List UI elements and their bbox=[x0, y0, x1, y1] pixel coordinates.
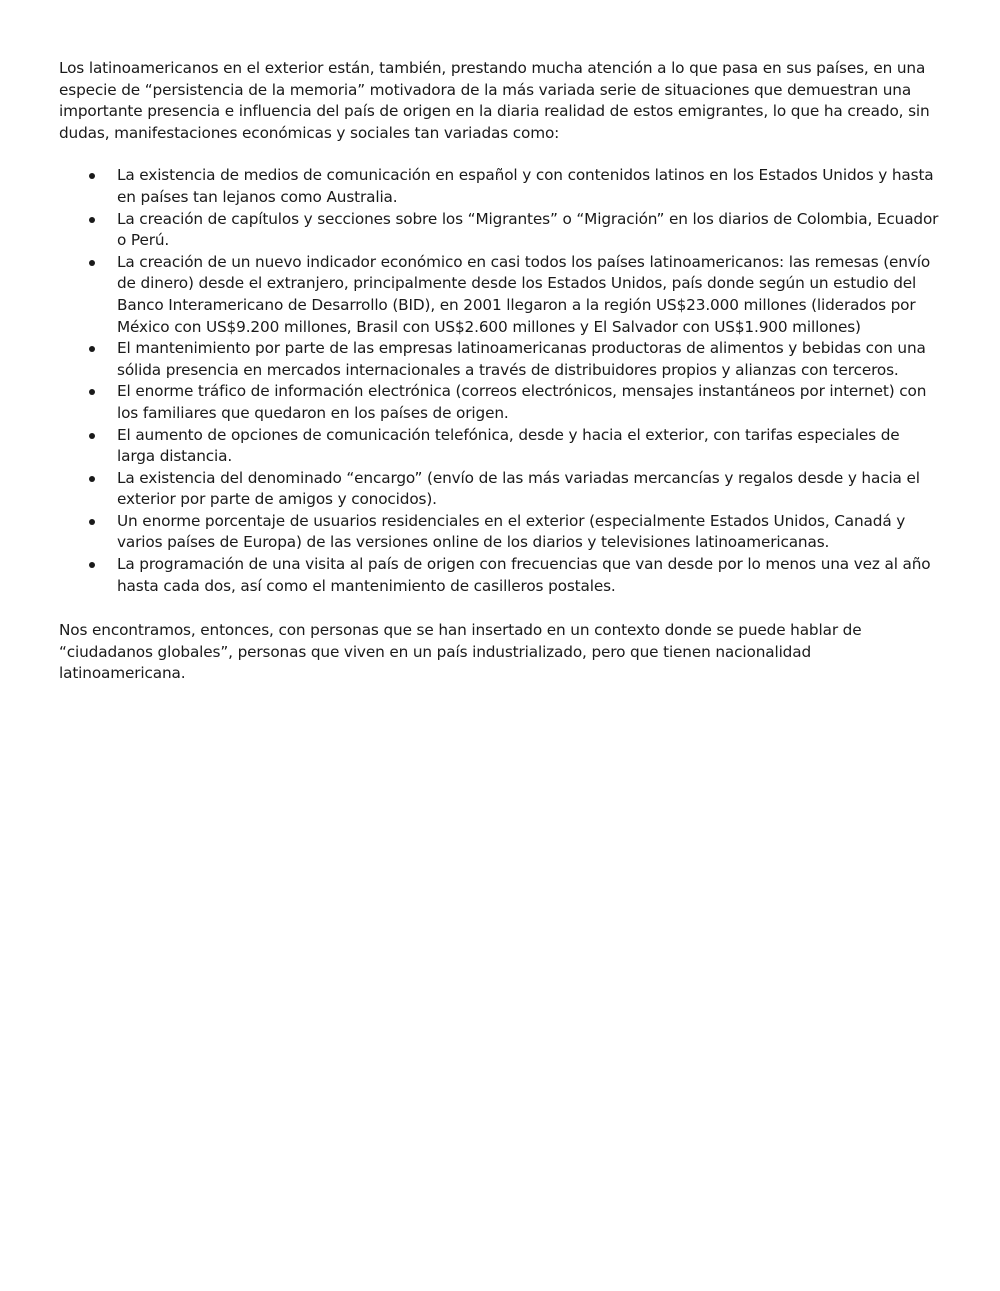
list-item-text: El mantenimiento por parte de las empresas latinoamericanas productoras de alimentos y bebidas con una sólida presencia en mercados internacionales a través de distribuidores propios y alianzas con terceros. bbox=[117, 339, 926, 379]
bullet-list bbox=[59, 165, 939, 597]
bullet-icon bbox=[89, 217, 95, 223]
list-item bbox=[59, 209, 939, 252]
list-item-text: La creación de un nuevo indicador económico en casi todos los países latinoamericanos: las remesas (envío de dinero) desde el extranjero, principalmente desde los Estados Unidos, país donde según un estudio del Banco Interamericano de Desarrollo (BID), en 2001 llegaron a la región US$23.000 millones (liderados por México con US$9.200 millones, Brasil con US$2.600 millones y El Salvador con US$1.900 millones) bbox=[117, 252, 931, 336]
list-item-text: El aumento de opciones de comunicación telefónica, desde y hacia el exterior, con tarifas especiales de larga distancia. bbox=[117, 425, 900, 466]
list-item bbox=[59, 468, 939, 511]
bullet-icon bbox=[89, 476, 95, 482]
list-item-text: El enorme tráfico de información electrónica (correos electrónicos, mensajes instantáneos por internet) con los familiares que quedaron en los países de origen. bbox=[117, 382, 927, 422]
list-item bbox=[59, 252, 939, 338]
list-item-text: Un enorme porcentaje de usuarios residenciales en el exterior (especialmente Estados Unidos, Canadá y varios países de Europa) de las versiones online de los diarios y televisiones latinoamericanas. bbox=[117, 511, 906, 552]
list-item-text: La programación de una visita al país de origen con frecuencias que van desde por lo menos una vez al año hasta cada dos, así como el mantenimiento de casilleros postales. bbox=[117, 555, 931, 595]
list-item-text: La existencia de medios de comunicación en español y con contenidos latinos en los Estados Unidos y hasta en países tan lejanos como Australia. bbox=[117, 166, 934, 206]
bullet-icon bbox=[89, 260, 95, 266]
bullet-icon bbox=[89, 389, 95, 395]
list-item bbox=[59, 425, 939, 468]
list-item bbox=[59, 165, 939, 208]
bullet-icon bbox=[89, 173, 95, 179]
list-item-text: La existencia del denominado “encargo” (envío de las más variadas mercancías y regalos desde y hacia el exterior por parte de amigos y conocidos). bbox=[117, 468, 920, 509]
intro-paragraph: Los latinoamericanos en el exterior están, también, prestando mucha atención a lo que pasa en sus países, en una especie de “persistencia de la memoria” motivadora de la más variada serie de situaciones que demuestran una importante presencia e influencia del país de origen en la diaria realidad de estos emigrantes, lo que ha creado, sin dudas, manifestaciones económicas y sociales tan variadas como: bbox=[59, 59, 930, 142]
bullet-icon bbox=[89, 433, 95, 439]
list-item-text: La creación de capítulos y secciones sobre los “Migrantes” o “Migración” en los diarios de Colombia, Ecuador o Perú. bbox=[117, 209, 939, 250]
list-item bbox=[59, 381, 939, 424]
list-item bbox=[59, 338, 939, 381]
bullet-icon bbox=[89, 519, 95, 525]
list-item bbox=[59, 554, 939, 597]
closing-paragraph: Nos encontramos, entonces, con personas que se han insertado en un contexto donde se puede hablar de “ciudadanos globales”, personas que viven en un país industrializado, pero que tienen nacionalidad latinoamericana. bbox=[59, 621, 862, 683]
bullet-icon bbox=[89, 562, 95, 568]
document-page bbox=[59, 58, 939, 685]
bullet-icon bbox=[89, 346, 95, 352]
list-item bbox=[59, 511, 939, 554]
